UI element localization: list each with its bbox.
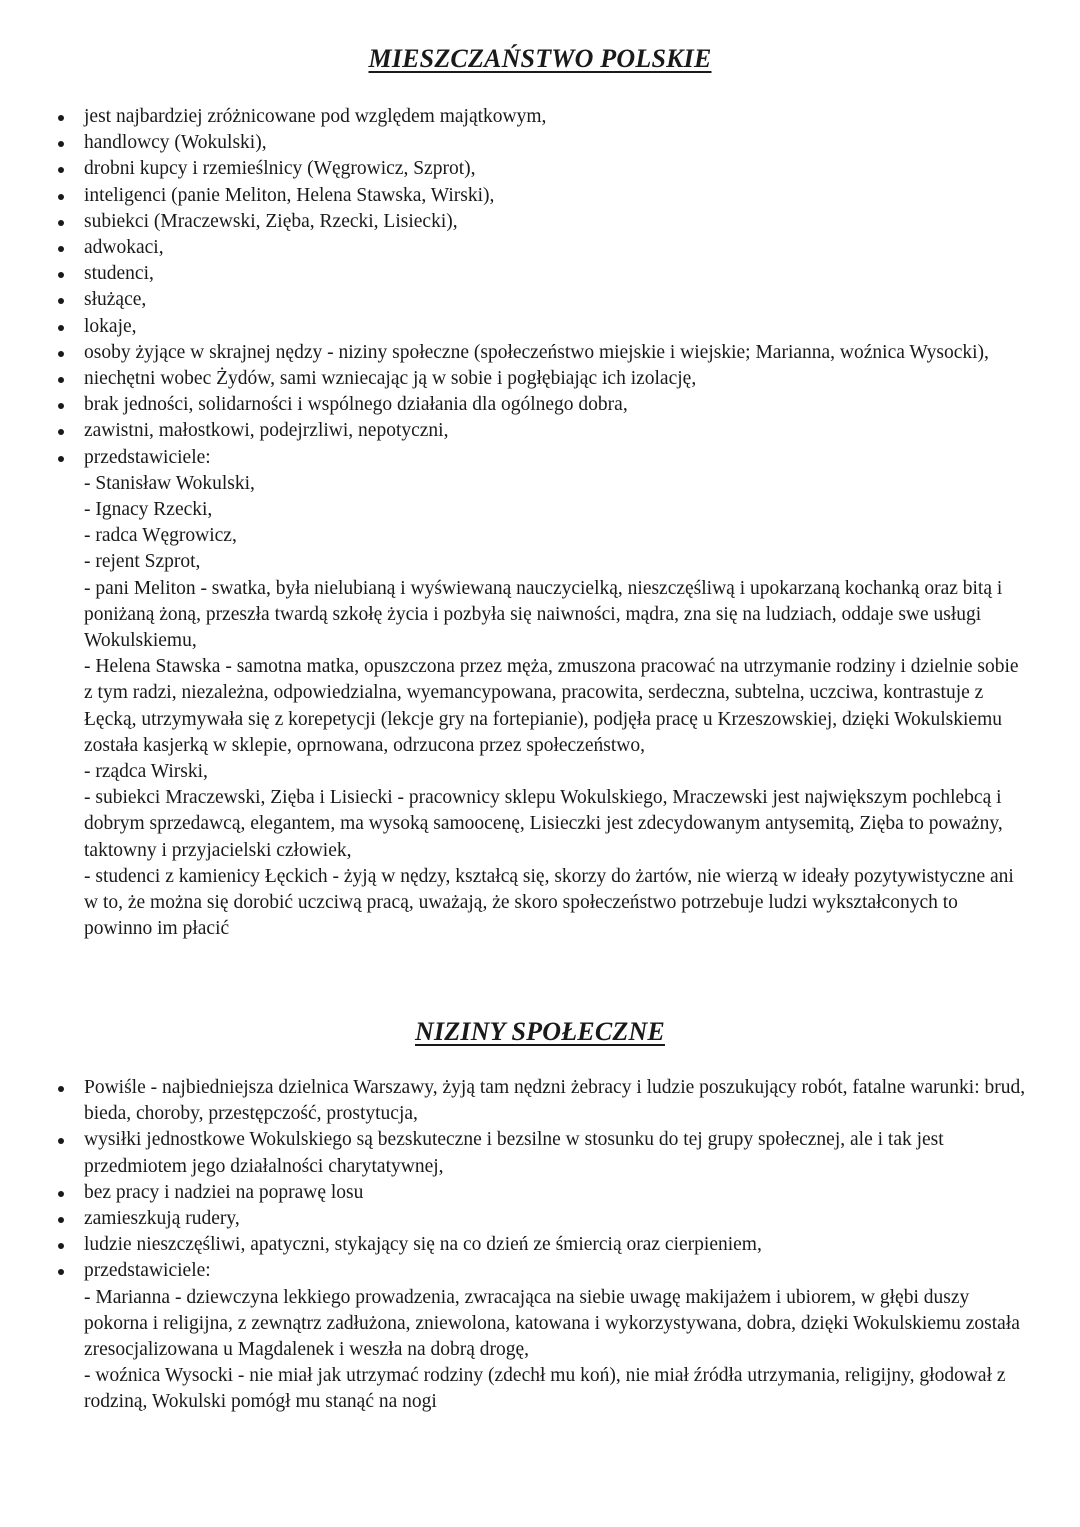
bullet-icon	[58, 403, 64, 409]
list-item	[84, 1180, 1030, 1206]
list-item	[84, 314, 1030, 340]
list-item	[84, 366, 1030, 392]
list-item	[84, 392, 1030, 418]
list-item	[84, 130, 1030, 156]
list-item-text: zawistni, małostkowi, podejrzliwi, nepotyczni,	[84, 420, 449, 442]
representative-entry: - radca Węgrowicz,	[84, 525, 237, 547]
bullet-icon	[58, 456, 64, 462]
list-item-text: niechętni wobec Żydów, sami wzniecając ją w sobie i pogłębiając ich izolację,	[84, 368, 697, 390]
list-item-text: przedstawiciele:	[84, 1260, 211, 1282]
bullet-list-mieszczanstwo	[84, 104, 1030, 943]
bullet-icon	[58, 1191, 64, 1197]
list-item-text: lokaje,	[84, 315, 137, 337]
representative-entry: - subiekci Mraczewski, Zięba i Lisiecki - pracownicy sklepu Wokulskiego, Mraczewski jest największym pochlebcą i dobrym sprzedawcą, elegantem, ma wysoką samoocenę, Lisieczki jest zdecydowanym antysemitą, Zięba to poważny, taktowny i przyjacielski człowiek,	[84, 787, 1003, 861]
bullet-icon	[58, 1243, 64, 1249]
representative-entry: - studenci z kamienicy Łęckich - żyją w nędzy, kształcą się, skorzy do żartów, nie wierzą w ideały pozytywistyczne ani w to, że można się dorobić uczciwą pracą, uważają, że skoro społeczeństwo potrzebuje ludzi wykształconych to powinno im płacić	[84, 865, 1014, 940]
representative-entry: - rejent Szprot,	[84, 551, 201, 573]
list-item-text: inteligenci (panie Meliton, Helena Stawska, Wirski),	[84, 184, 495, 206]
list-item	[84, 104, 1030, 130]
representative-entry: - Helena Stawska - samotna matka, opuszczona przez męża, zmuszona pracować na utrzymanie rodziny i dzielnie sobie z tym radzi, niezależna, odpowiedzialna, wyemancypowana, pracowita, serdeczna, subtelna, uczciwa, kontrastuje z Łęcką, utrzymywała się z korepetycji (lekcje gry na fortepianie), podjęła pracę u Krzeszowskiej, dzięki Wokulskiemu została kasjerką w sklepie, oprnowana, odrzucona przez społeczeństwo,	[84, 656, 1019, 756]
bullet-icon	[58, 194, 64, 200]
list-item	[84, 1232, 1030, 1258]
bullet-icon	[58, 141, 64, 147]
bullet-icon	[58, 246, 64, 252]
list-item-text: handlowcy (Wokulski),	[84, 132, 267, 154]
list-item-text: brak jedności, solidarności i wspólnego działania dla ogólnego dobra,	[84, 394, 628, 416]
list-item	[84, 261, 1030, 287]
bullet-icon	[58, 220, 64, 226]
representative-entry: - Marianna - dziewczyna lekkiego prowadzenia, zwracająca na siebie uwagę makijażem i ubiorem, w głębi duszy pokorna i religijna, z zewnątrz zadłużona, zniewolona, katowana i wykorzystywana, dobra, dzięki Wokulskiemu została zresocjalizowana u Magdalenek i weszła na dobrą drogę,	[84, 1286, 1020, 1361]
list-item-text: drobni kupcy i rzemieślnicy (Węgrowicz, Szprot),	[84, 158, 476, 180]
bullet-icon	[58, 429, 64, 435]
list-item-text: osoby żyjące w skrajnej nędzy - niziny społeczne (społeczeństwo miejskie i wiejskie; Marianna, woźnica Wysocki),	[84, 341, 989, 363]
bullet-icon	[58, 325, 64, 331]
list-item-text: jest najbardziej zróżnicowane pod względem majątkowym,	[84, 106, 547, 127]
section-title-mieszczanstwo: MIESZCZAŃSTWO POLSKIE	[368, 44, 712, 73]
list-item-text: wysiłki jednostkowe Wokulskiego są bezskuteczne i bezsilne w stosunku do tej grupy społecznej, ale i tak jest przedmiotem jego działalności charytatywnej,	[84, 1129, 944, 1177]
bullet-icon	[58, 272, 64, 278]
representative-entry: - rządca Wirski,	[84, 761, 208, 783]
list-item	[84, 1075, 1030, 1127]
representative-entry: - Ignacy Rzecki,	[84, 499, 213, 521]
bullet-icon	[58, 167, 64, 173]
list-item-text: przedstawiciele:	[84, 446, 211, 468]
bullet-icon	[58, 1217, 64, 1223]
bullet-icon	[58, 351, 64, 357]
bullet-icon	[58, 1138, 64, 1144]
list-item	[84, 209, 1030, 235]
list-item	[84, 418, 1030, 444]
bullet-icon	[58, 1086, 64, 1092]
list-item	[84, 340, 1030, 366]
list-item	[84, 1127, 1030, 1179]
list-item-text: subiekci (Mraczewski, Zięba, Rzecki, Lisiecki),	[84, 210, 458, 232]
section-title-niziny: NIZINY SPOŁECZNE	[415, 1017, 665, 1046]
representative-entry: - woźnica Wysocki - nie miał jak utrzymać rodziny (zdechł mu koń), nie miał źródła utrzymania, religijny, głodował z rodziną, Wokulski pomógł mu stanąć na nogi	[84, 1365, 1006, 1413]
list-item	[84, 1206, 1030, 1232]
list-item-representatives	[84, 445, 1030, 943]
list-item	[84, 156, 1030, 182]
list-item-text: bez pracy i nadziei na poprawę losu	[84, 1181, 364, 1203]
list-item	[84, 235, 1030, 261]
bullet-icon	[58, 377, 64, 383]
list-item-text: Powiśle - najbiedniejsza dzielnica Warszawy, żyją tam nędzni żebracy i ludzie poszukujący robót, fatalne warunki: brud, bieda, choroby, przestępczość, prostytucja,	[84, 1077, 1026, 1125]
representative-entry: - Stanisław Wokulski,	[84, 472, 255, 494]
list-item-text: służące,	[84, 289, 147, 311]
list-item-text: zamieszkują rudery,	[84, 1208, 240, 1230]
bullet-list-niziny	[84, 1075, 1030, 1416]
list-item	[84, 287, 1030, 313]
bullet-icon	[58, 115, 64, 121]
list-item-text: adwokaci,	[84, 237, 164, 259]
list-item	[84, 183, 1030, 209]
list-item-text: ludzie nieszczęśliwi, apatyczni, stykający się na co dzień ze śmiercią oraz cierpieniem,	[84, 1234, 762, 1256]
bullet-icon	[58, 298, 64, 304]
list-item-text: studenci,	[84, 263, 154, 285]
list-item-representatives	[84, 1258, 1030, 1415]
representative-entry: - pani Meliton - swatka, była nielubianą i wyświewaną nauczycielką, nieszczęśliwą i upokarzaną kochanką oraz bitą i poniżaną żoną, przeszła twardą szkołę życia i pozbyła się naiwności, mądra, zna się na ludziach, oddaje swe usługi Wokulskiemu,	[84, 577, 1003, 652]
bullet-icon	[58, 1269, 64, 1275]
